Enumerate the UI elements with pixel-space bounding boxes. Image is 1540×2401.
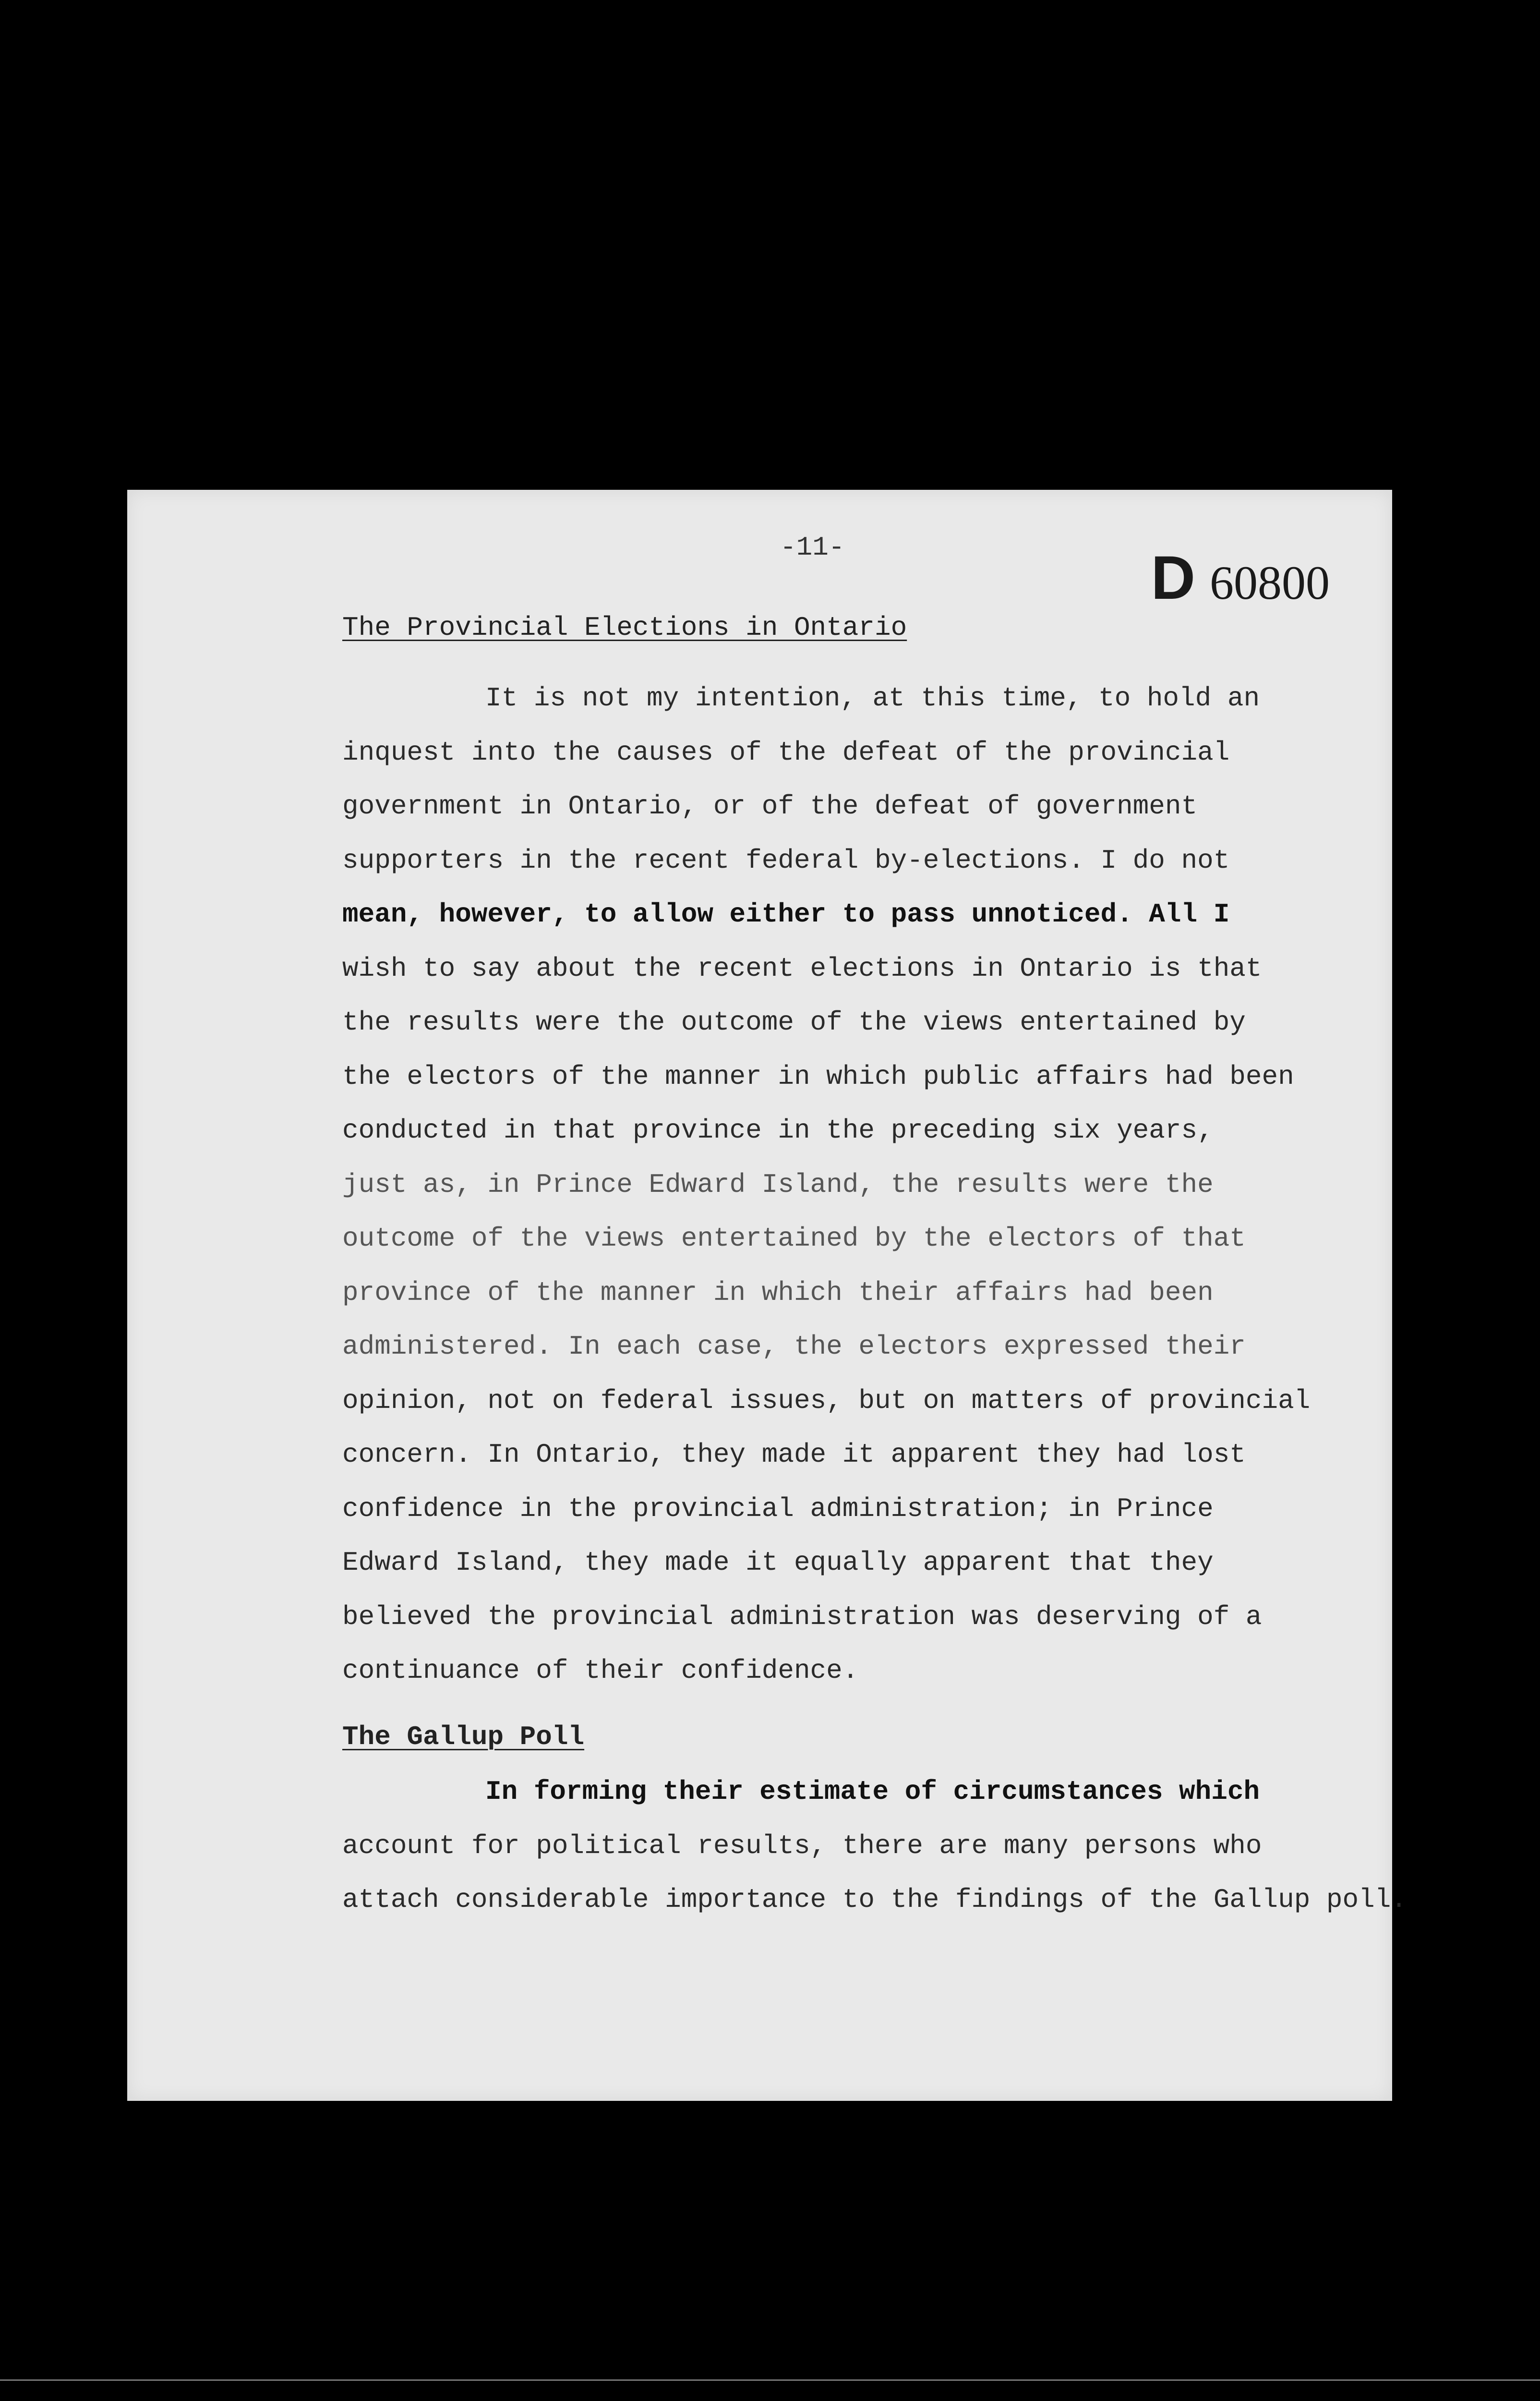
document-id-number: 60800 bbox=[1210, 556, 1330, 609]
document-id-prefix: D bbox=[1151, 544, 1195, 612]
text-line: concern. In Ontario, they made it apparent they had lost bbox=[342, 1439, 1246, 1470]
text-line: account for political results, there are many persons who bbox=[342, 1830, 1262, 1861]
text-line: Edward Island, they made it equally apparent that they bbox=[342, 1547, 1214, 1578]
text-line: opinion, not on federal issues, but on matters of provincial bbox=[342, 1385, 1311, 1416]
text-line: province of the manner in which their affairs had been bbox=[342, 1277, 1214, 1308]
section-body-gallup-poll bbox=[342, 1765, 1407, 1927]
page-number: -11- bbox=[780, 532, 845, 563]
section-body-provincial-elections bbox=[342, 671, 1374, 1698]
text-line: government in Ontario, or of the defeat of government bbox=[342, 791, 1198, 822]
text-line: the electors of the manner in which public affairs had been bbox=[342, 1061, 1294, 1092]
text-line: continuance of their confidence. bbox=[342, 1655, 859, 1686]
section-heading-gallup-poll: The Gallup Poll bbox=[342, 1722, 585, 1752]
section-heading-provincial-elections: The Provincial Elections in Ontario bbox=[342, 612, 907, 643]
text-line: believed the provincial administration was deserving of a bbox=[342, 1601, 1262, 1632]
text-line: just as, in Prince Edward Island, the results were the bbox=[342, 1169, 1214, 1200]
document-id-stamp bbox=[1151, 543, 1330, 613]
text-line: administered. In each case, the electors expressed their bbox=[342, 1331, 1246, 1362]
text-line: confidence in the provincial administration; in Prince bbox=[342, 1493, 1214, 1524]
film-edge-line bbox=[0, 2379, 1540, 2381]
text-line: It is not my intention, at this time, to hold an bbox=[485, 683, 1260, 714]
document-page bbox=[127, 490, 1407, 2101]
text-line: inquest into the causes of the defeat of the provincial bbox=[342, 737, 1230, 768]
text-line: conducted in that province in the preceding six years, bbox=[342, 1115, 1214, 1146]
text-line: attach considerable importance to the findings of the Gallup poll. bbox=[342, 1884, 1407, 1915]
text-line: supporters in the recent federal by-elections. I do not bbox=[342, 845, 1230, 876]
text-line: the results were the outcome of the views entertained by bbox=[342, 1007, 1246, 1038]
text-line: mean, however, to allow either to pass unnoticed. All I bbox=[342, 899, 1230, 930]
text-line: outcome of the views entertained by the electors of that bbox=[342, 1223, 1246, 1254]
text-line: wish to say about the recent elections in Ontario is that bbox=[342, 953, 1262, 984]
text-line: In forming their estimate of circumstances which bbox=[485, 1776, 1260, 1807]
